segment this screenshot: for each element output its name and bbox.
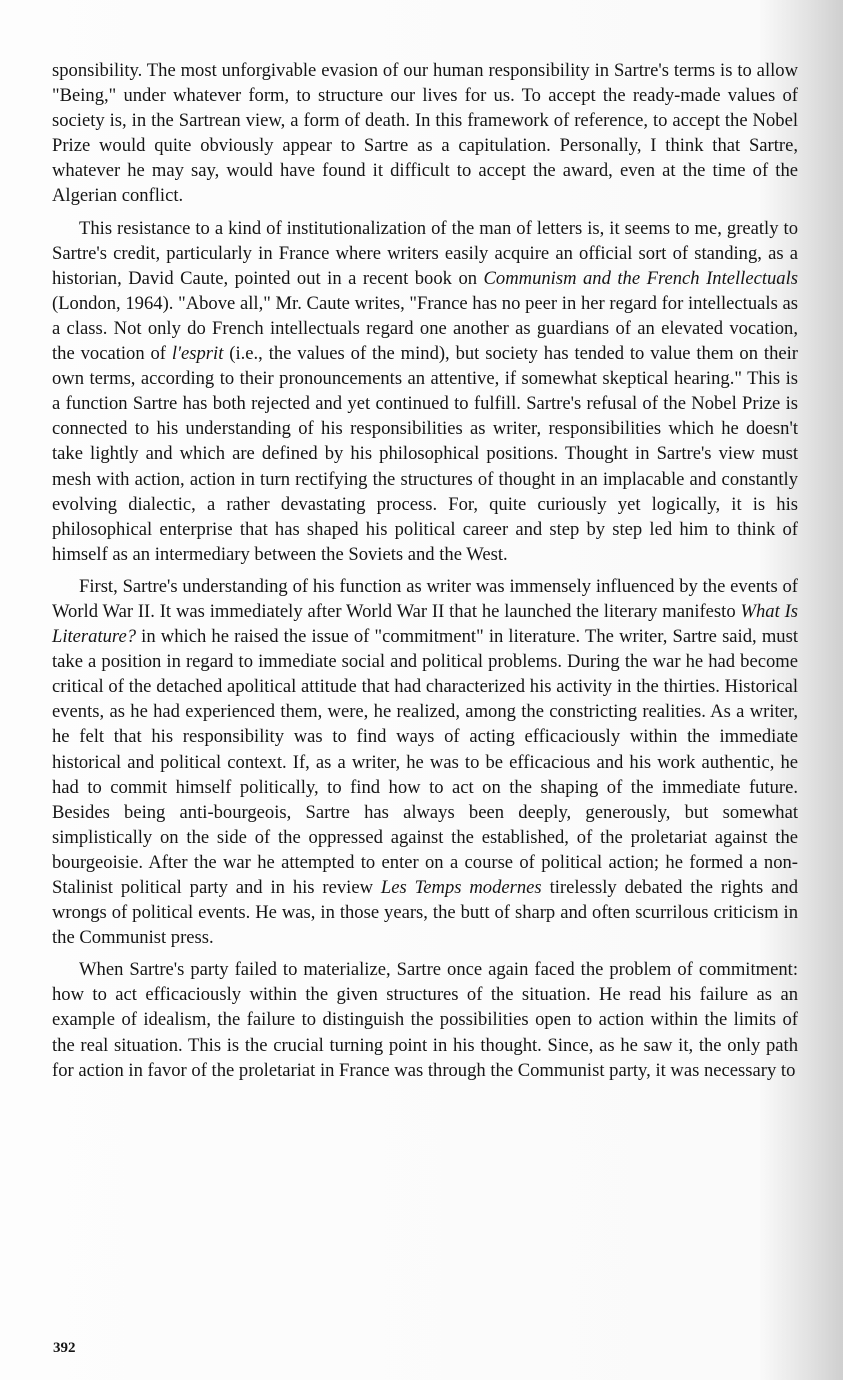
italic-title: l'esprit [171, 343, 224, 365]
text-run: First, Sartre's understanding of his function as writer was immensely influenced by the events of World War II. It was immediately after World War II that he launched the literary manifesto [52, 575, 798, 622]
text-run: tirelessly debated the rights and wrongs of political events. He was, in those years, the butt of sharp and often scurrilous criticism in the Communist press. [52, 877, 798, 949]
paragraph-3 [52, 574, 798, 950]
italic-title: Communism and the French Intellectuals [483, 267, 798, 289]
page-number: 392 [53, 1340, 76, 1356]
text-run: sponsibility. The most unforgivable evasion of our human responsibility in Sartre's terms is to allow "Being," under whatever form, to structure our lives for us. To accept the ready-made values of society is, in the Sartrean view, a form of death. In this framework of reference, to accept the Nobel Prize would quite obviously appear to Sartre as a capitulation. Personally, I think that Sartre, whatever he may say, would have found it difficult to accept the award, even at the time of the Algerian conflict. [52, 60, 798, 207]
paragraph-1 [52, 58, 798, 209]
body-text [52, 58, 798, 1090]
text-run: (i.e., the values of the mind), but society has tended to value them on their own terms, according to their pronouncements an attentive, if somewhat skeptical hearing." This is a function Sartre has both rejected and yet continued to fulfill. Sartre's refusal of the Nobel Prize is connected to his understanding of his responsibilities as writer, responsibilities which he doesn't take lightly and which are defined by his philosophical positions. Thought in Sartre's view must mesh with action, action in turn rectifying the structures of thought in an implacable and constantly evolving dialectic, a rather devastating process. For, quite curiously yet logically, it is his philosophical enterprise that has shaped his political career and step by step led him to think of himself as an intermediary between the Soviets and the West. [52, 343, 798, 565]
paragraph-4 [52, 957, 798, 1082]
text-run: When Sartre's party failed to materialize, Sartre once again faced the problem of commitment: how to act efficaciously within the given structures of the situation. He read his failure as an example of idealism, the failure to distinguish the possibilities open to action within the limits of the real situation. This is the crucial turning point in his thought. Since, as he saw it, the only path for action in favor of the proletariat in France was through the Communist party, it was necessary to [52, 959, 798, 1081]
paragraph-2 [52, 216, 798, 567]
italic-title: What Is Literature? [52, 600, 799, 648]
text-run: in which he raised the issue of "commitment" in literature. The writer, Sartre said, must take a position in regard to immediate social and political problems. During the war he had become critical of the detached apolitical attitude that had characterized his activity in the thirties. Historical events, as he had experienced them, were, he realized, among the constricting realities. As a writer, he felt that his responsibility was to find ways of acting efficaciously within the immediate historical and political context. If, as a writer, he was to be efficacious and his work authentic, he had to commit himself politically, to find how to act on the shaping of the immediate future. Besides being anti-bourgeois, Sartre has always been deeply, generously, but somewhat simplistically on the side of the oppressed against the established, of the proletariat against the bourgeoisie. After the war he attempted to enter on a course of political action; he formed a non-Stalinist political party and in his review [52, 626, 798, 898]
text-run: (London, 1964). "Above all," Mr. Caute writes, "France has no peer in her regard for intellectuals as a class. Not only do French intellectuals regard one another as guardians of an elevated vocation, the vocation of [52, 292, 798, 365]
italic-title: Les Temps modernes [380, 877, 542, 898]
text-run: This resistance to a kind of institutionalization of the man of letters is, it seems to me, greatly to Sartre's credit, particularly in France where writers easily acquire an official sort of standing, as a historian, David Caute, pointed out in a recent book on [52, 217, 798, 289]
